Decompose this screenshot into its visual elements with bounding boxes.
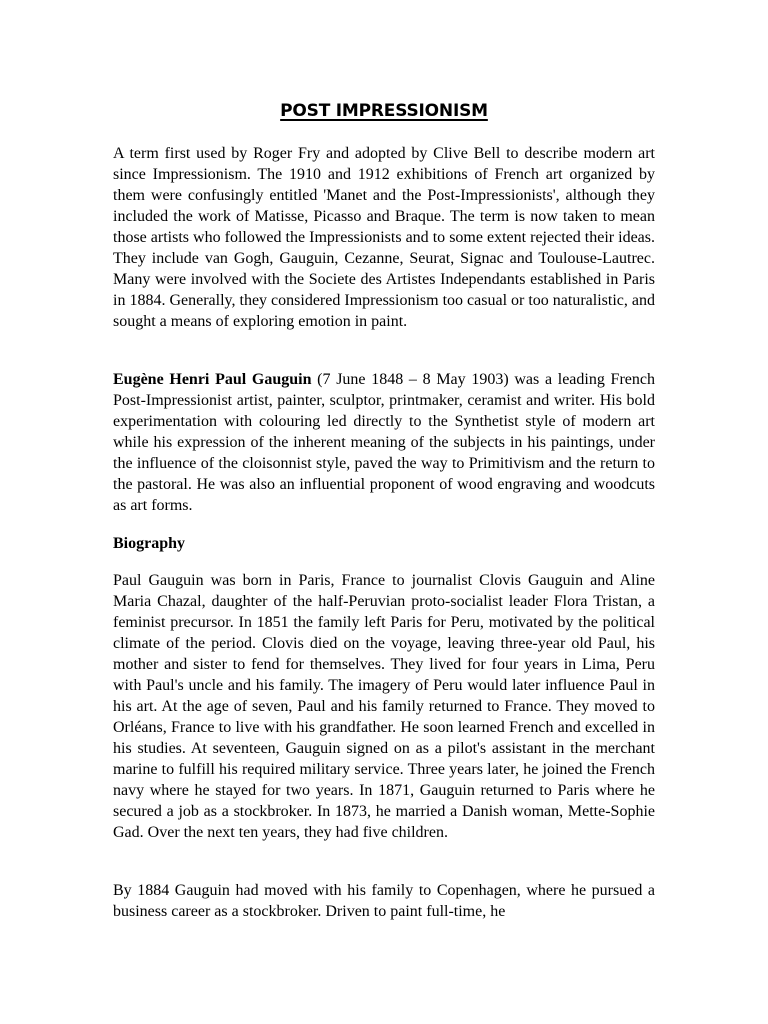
- page-title: POST IMPRESSIONISM: [280, 101, 488, 121]
- paragraph-summary-text: (7 June 1848 – 8 May 1903) was a leading French Post-Impressionist artist, painter, sculptor, printmaker, ceramist and writer. His bold experimentation with colouring led directly to the Synthetist style of modern art while his expression of the inherent meaning of the subjects in his paintings, under the influence of the cloisonnist style, paved the way to Primitivism and the return to the pastoral. He was also an influential proponent of wood engraving and woodcuts as art forms.: [113, 371, 655, 514]
- paragraph-gauguin-summary: [113, 369, 655, 516]
- paragraph-intro: A term first used by Roger Fry and adopted by Clive Bell to describe modern art since Impressionism. The 1910 and 1912 exhibitions of French art organized by them were confusingly entitled 'Manet and the Post-Impressionists', although they included the work of Matisse, Picasso and Braque. The term is now taken to mean those artists who followed the Impressionists and to some extent rejected their ideas. They include van Gogh, Gauguin, Cezanne, Seurat, Signac and Toulouse-Lautrec. Many were involved with the Societe des Artistes Independants established in Paris in 1884. Generally, they considered Impressionism too casual or too naturalistic, and sought a means of exploring emotion in paint.: [113, 145, 655, 330]
- section-heading-biography: Biography: [113, 535, 186, 552]
- paragraph-biography: Paul Gauguin was born in Paris, France to journalist Clovis Gauguin and Aline Maria Chazal, daughter of the half-Peruvian proto-socialist leader Flora Tristan, a feminist precursor. In 1851 the family left Paris for Peru, motivated by the political climate of the period. Clovis died on the voyage, leaving three-year old Paul, his mother and sister to fend for themselves. They lived for four years in Lima, Peru with Paul's uncle and his family. The imagery of Peru would later influence Paul in his art. At the age of seven, Paul and his family returned to France. They moved to Orléans, France to live with his grandfather. He soon learned French and excelled in his studies. At seventeen, Gauguin signed on as a pilot's assistant in the merchant marine to fulfill his required military service. Three years later, he joined the French navy where he stayed for two years. In 1871, Gauguin returned to Paris where he secured a job as a stockbroker. In 1873, he married a Danish woman, Mette-Sophie Gad. Over the next ten years, they had five children.: [113, 572, 655, 841]
- paragraph-biography-continued: By 1884 Gauguin had moved with his family to Copenhagen, where he pursued a business career as a stockbroker. Driven to paint full-time, he: [113, 882, 655, 920]
- paragraph-lead-name: Eugène Henri Paul Gauguin: [113, 371, 312, 388]
